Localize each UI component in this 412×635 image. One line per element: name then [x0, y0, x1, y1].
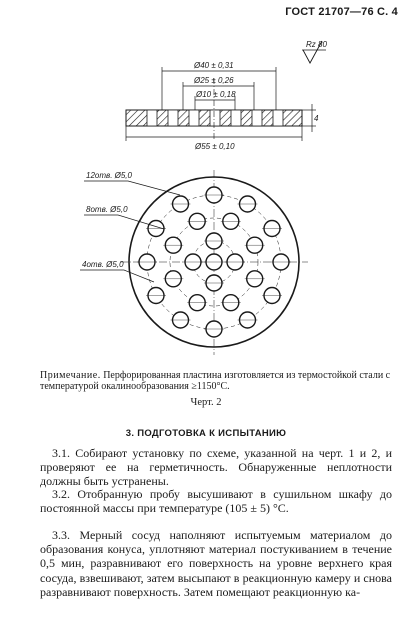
- note-lead: Примечание.: [40, 370, 101, 381]
- section-title: 3. ПОДГОТОВКА К ИСПЫТАНИЮ: [125, 428, 287, 439]
- dim-d25: Ø25 ± 0,26: [194, 76, 234, 85]
- leader-ring8: 8отв. Ø5,0: [86, 205, 128, 214]
- figure-caption: Черт. 2: [190, 397, 222, 408]
- paragraph-3-2: 3.2. Отобранную пробу высушивают в сушильном шкафу до постоянной массы при температуре (105 ± 5) °С.: [40, 487, 392, 516]
- dim-d40: Ø40 ± 0,31: [194, 61, 234, 70]
- dim-d55: Ø55 ± 0,10: [195, 142, 235, 151]
- roughness-symbol: [302, 40, 327, 63]
- dim-d10: Ø10 ± 0,18: [196, 90, 236, 99]
- paragraph-3-1: 3.1. Собирают установку по схеме, указанной на черт. 1 и 2, и проверяют ее на герметичность. Обнаруженные неплотности должны быть устранены.: [40, 446, 392, 489]
- leader-ring12: 12отв. Ø5,0: [86, 171, 132, 180]
- roughness-label: Rz 80: [306, 40, 327, 49]
- leader-ring4: 4отв. Ø5,0: [82, 260, 124, 269]
- paragraph-3-3: 3.3. Мерный сосуд наполняют испытуемым материалом до образования конуса, уплотняют материал постукиванием в течение 0,5 мин, разравнивают его поверхность на уровне верхнего края сосуда, взвешивают, затем высыпают в реакционную камеру и снова разравнивают поверхность. Затем помещают реакционную ка-: [40, 528, 392, 599]
- plate-section-view: [126, 78, 302, 140]
- note-text: Перфорированная пластина изготовляется из термостойкой стали с температурой окалинообразования ≥1150°С.: [40, 370, 391, 392]
- figure-note: [40, 370, 396, 392]
- dim-thickness: 4: [314, 114, 319, 123]
- page-header: ГОСТ 21707—76 С. 4: [285, 6, 398, 18]
